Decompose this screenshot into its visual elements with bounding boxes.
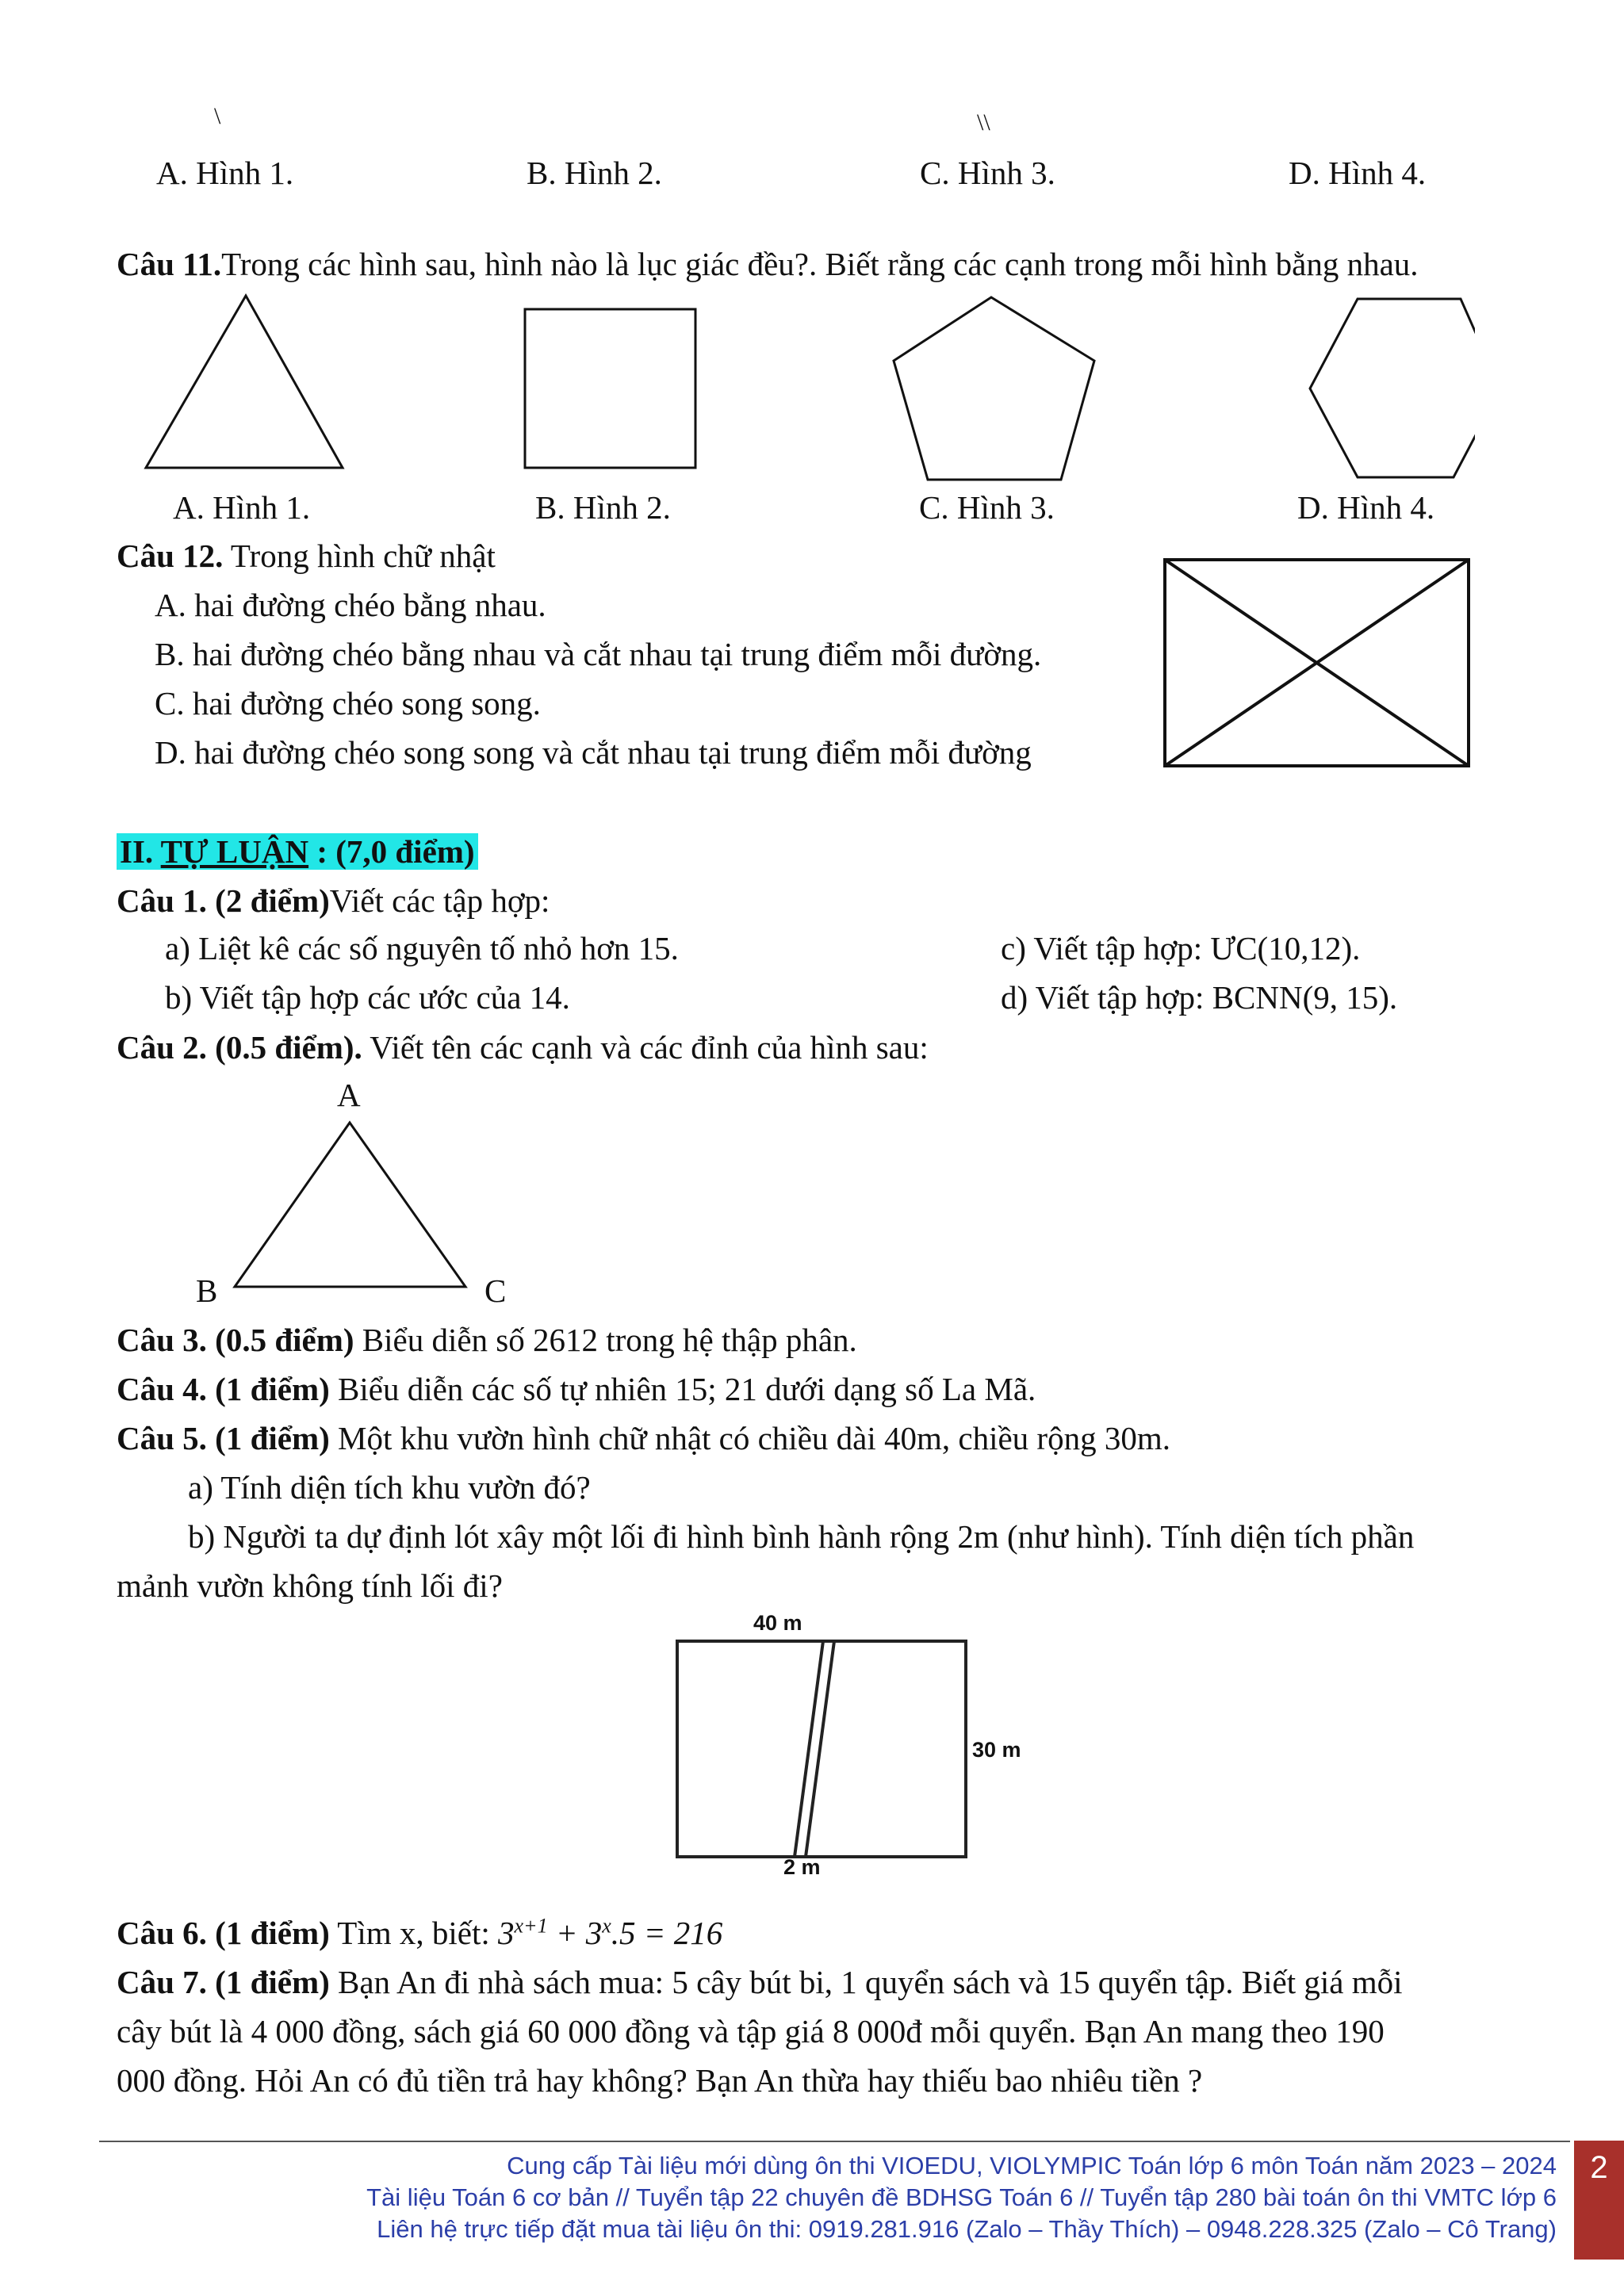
c7-text-1: Bạn An đi nhà sách mua: 5 cây bút bi, 1 quyển sách và 15 quyển tập. Biết giá mỗi	[329, 1964, 1403, 2000]
footer-line-2: Tài liệu Toán 6 cơ bản // Tuyển tập 22 chuyên đề BDHSG Toán 6 // Tuyển tập 280 bài toán ôn thi VMTC lớp 6	[366, 2183, 1557, 2211]
q10-option-d: D. Hình 4.	[1289, 155, 1427, 191]
c5-item-b-cont: mảnh vườn không tính lối đi?	[117, 1567, 503, 1604]
c6-plus: + 3	[547, 1915, 603, 1951]
c5-item-b: b) Người ta dự định lót xây một lối đi hình bình hành rộng 2m (như hình). Tính diện tích phần	[188, 1518, 1415, 1555]
q11-option-b: B. Hình 2.	[535, 489, 671, 526]
rectangle-diagonals-figure	[1162, 555, 1475, 773]
c3-text: Biểu diễn số 2612 trong hệ thập phân.	[354, 1322, 857, 1358]
c5-text: Một khu vườn hình chữ nhật có chiều dài 40m, chiều rộng 30m.	[329, 1420, 1170, 1456]
vertex-b-label: B	[196, 1272, 218, 1309]
footer-divider	[99, 2141, 1570, 2142]
q11-option-a: A. Hình 1.	[173, 489, 311, 526]
c1-text: Viết các tập hợp:	[329, 882, 550, 919]
c2-text: Viết tên các cạnh và các đỉnh của hình sau:	[362, 1029, 929, 1066]
tick-mark-left: \	[214, 103, 221, 129]
q11-option-c: C. Hình 3.	[919, 489, 1055, 526]
vertex-a-label: A	[337, 1077, 361, 1113]
q11-text: Trong các hình sau, hình nào là lục giác đều?. Biết rằng các cạnh trong mỗi hình bằng nhau.	[221, 246, 1419, 282]
c1-item-a: a) Liệt kê các số nguyên tố nhỏ hơn 15.	[165, 930, 679, 966]
q12-option-d: D. hai đường chéo song song và cắt nhau tại trung điểm mỗi đường	[155, 734, 1032, 771]
q12-label: Câu 12.	[117, 538, 224, 574]
garden-width-label: 30 m	[972, 1738, 1021, 1762]
path-width-label: 2 m	[783, 1855, 821, 1879]
q11-line	[117, 243, 1419, 285]
c1-line	[117, 880, 550, 921]
q11-label: Câu 11.	[117, 246, 222, 282]
c1-item-c: c) Viết tập hợp: ƯC(10,12).	[1001, 930, 1361, 966]
c5-line	[117, 1418, 1170, 1459]
c6-equation	[498, 1915, 722, 1951]
c6-line	[117, 1912, 722, 1954]
hexagon-shape	[1310, 299, 1475, 477]
triangle-shape	[146, 296, 343, 468]
q12-text: Trong hình chữ nhật	[223, 538, 496, 574]
q10-option-a: A. Hình 1.	[156, 155, 294, 191]
c3-line	[117, 1319, 857, 1360]
c1-label: Câu 1. (2 điểm)	[117, 882, 330, 919]
q10-option-c: C. Hình 3.	[920, 155, 1055, 191]
c4-line	[117, 1368, 1036, 1410]
tick-mark-mid: \\	[977, 109, 990, 136]
c6-label: Câu 6. (1 điểm)	[117, 1915, 330, 1951]
c6-exp1: x+1	[514, 1914, 548, 1938]
c4-text: Biểu diễn các số tự nhiên 15; 21 dưới dạng số La Mã.	[329, 1371, 1036, 1407]
pentagon-shape	[894, 297, 1094, 480]
c2-label: Câu 2. (0.5 điểm).	[117, 1029, 362, 1066]
c5-item-a: a) Tính diện tích khu vườn đó?	[188, 1469, 591, 1506]
section-2-prefix: II.	[120, 833, 161, 870]
q12-option-a: A. hai đường chéo bằng nhau.	[155, 587, 546, 623]
c6-text: Tìm x, biết:	[329, 1915, 498, 1951]
c6-exp2: x	[602, 1914, 611, 1938]
c7-label: Câu 7. (1 điểm)	[117, 1964, 330, 2000]
c6-base: 3	[497, 1915, 515, 1951]
footer-line-1: Cung cấp Tài liệu mới dùng ôn thi VIOEDU, VIOLYMPIC Toán lớp 6 môn Toán năm 2023 – 2024	[507, 2152, 1557, 2179]
c1-item-b: b) Viết tập hợp các ước của 14.	[165, 979, 570, 1016]
q11-shapes	[135, 289, 1475, 488]
c7-line-1	[117, 1961, 1403, 2003]
page-number: 2	[1590, 2150, 1608, 2185]
section-2-title: TỰ LUẬN	[160, 833, 309, 870]
vertex-c-label: C	[485, 1272, 507, 1309]
section-2-points: : (7,0 điểm)	[308, 833, 475, 870]
c7-line-3: 000 đồng. Hỏi An có đủ tiền trả hay không? Bạn An thừa hay thiếu bao nhiêu tiền ?	[117, 2062, 1203, 2099]
c2-line	[117, 1027, 929, 1068]
garden-figure	[674, 1633, 971, 1863]
q12-option-c: C. hai đường chéo song song.	[155, 685, 541, 721]
square-shape	[525, 309, 695, 468]
q11-option-d: D. Hình 4.	[1297, 489, 1435, 526]
q12-option-b: B. hai đường chéo bằng nhau và cắt nhau tại trung điểm mỗi đường.	[155, 636, 1042, 672]
q12-line	[117, 535, 496, 576]
c1-item-d: d) Viết tập hợp: BCNN(9, 15).	[1001, 979, 1398, 1016]
footer-line-3: Liên hệ trực tiếp đặt mua tài liệu ôn thi: 0919.281.916 (Zalo – Thầy Thích) – 0948.228.325 (Zalo – Cô Trang)	[377, 2215, 1557, 2243]
section-2-heading	[117, 831, 478, 872]
c3-label: Câu 3. (0.5 điểm)	[117, 1322, 354, 1358]
q10-option-b: B. Hình 2.	[527, 155, 662, 191]
garden-length-label: 40 m	[753, 1611, 802, 1635]
c5-label: Câu 5. (1 điểm)	[117, 1420, 330, 1456]
c4-label: Câu 4. (1 điểm)	[117, 1371, 330, 1407]
c7-line-2: cây bút là 4 000 đồng, sách giá 60 000 đồng và tập giá 8 000đ mỗi quyển. Bạn An mang theo 190	[117, 2013, 1385, 2049]
triangle-abc-figure	[230, 1118, 476, 1296]
c6-rest: .5 = 216	[611, 1915, 723, 1951]
